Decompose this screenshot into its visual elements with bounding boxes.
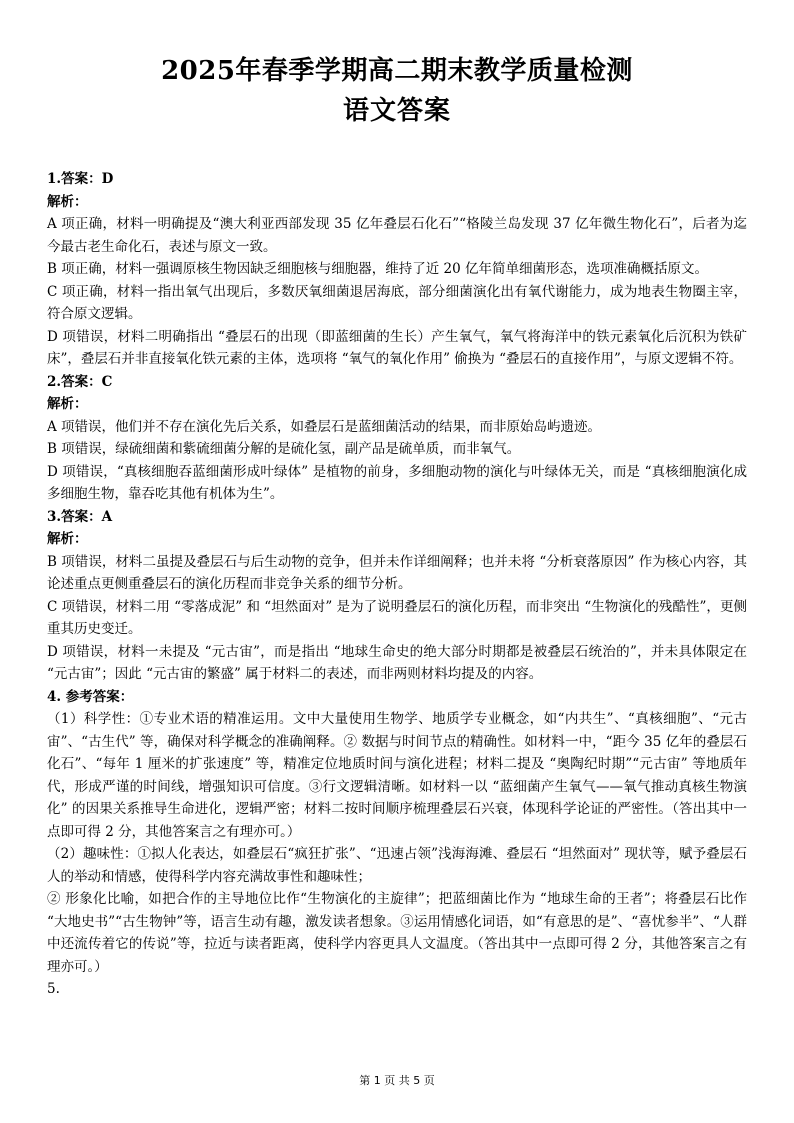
q1-answer: 1.答案：D: [47, 171, 114, 187]
q1-option-c: C 项正确，材料一指出氧气出现后，多数厌氧细菌退居海底，部分细菌演化出有氧代谢能力，成为地表生物圈主宰，符合原文逻辑。: [47, 283, 747, 322]
page-subtitle: 语文答案: [342, 96, 451, 126]
q1-jiexi-label: 解析：: [47, 193, 88, 210]
q5-number: 5.: [47, 981, 60, 997]
q3-option-c: C 项错误，材料二用 “零落成泥” 和 “坦然面对” 是为了说明叠层石的演化历程，而非突出 “生物演化的残酷性”，更侧重其历史变迁。: [47, 598, 747, 637]
q2-option-a: A 项错误，他们并不存在演化先后关系，如叠层石是蓝细菌活动的结果，而非原始岛屿遗迹。: [47, 418, 602, 435]
q3-option-d: D 项错误，材料一未提及 “元古宙”，而是指出 “地球生命史的绝大部分时期都是被叠层石统治的”，并未具体限定在 “元古宙”；因此 “元古宙的繁盛” 属于材料二的表述，而非两则材料均提及的内容。: [47, 643, 747, 682]
q2-answer: 2.答案：C: [47, 373, 113, 390]
q4-answer: 4. 参考答案：: [47, 688, 134, 705]
q3-option-b: B 项错误，材料二虽提及叠层石与后生动物的竞争，但并未作详细阐释；也并未将 “分析衰落原因” 作为核心内容，其论述重点更侧重叠层石的演化历程而非竞争关系的细节分析。: [47, 553, 747, 592]
q4-part3: ② 形象化比喻，如把合作的主导地位比作“生物演化的主旋律”；把蓝细菌比作为 “地球生命的王者”；将叠层石比作 “大地史书”“古生物钟”等，语言生动有趣，激发读者想象。③运用情感化词语，如“有意思的是”、“喜忧参半”、“人群中还流传着它的传说”等，拉近与读者距离，使科学内容更具人文温度。（答出其中一点即可得 2 分，其他答案言之有理亦可。）: [47, 891, 747, 975]
q4-part2: （2）趣味性：①拟人化表达，如叠层石“疯狂扩张”、“迅速占领”浅海海滩、叠层石 “坦然面对” 现状等，赋予叠层石人的举动和情感，使得科学内容充满故事性和趣味性；: [47, 846, 747, 885]
page-title: 2025年春季学期高二期末教学质量检测: [161, 56, 633, 86]
q2-jiexi-label: 解析：: [47, 396, 88, 412]
q2-option-b: B 项错误，绿硫细菌和紫硫细菌分解的是硫化氢，副产品是硫单质，而非氧气。: [47, 441, 521, 457]
q1-option-a: A 项正确，材料一明确提及“澳大利亚西部发现 35 亿年叠层石化石”“格陵兰岛发现 37 亿年微生物化石”，后者为迄今最古老生命化石，表述与原文一致。: [47, 216, 747, 255]
q1-option-b: B 项正确，材料一强调原核生物因缺乏细胞核与细胞器，维持了近 20 亿年简单细菌形态，选项准确概括原文。: [47, 261, 708, 277]
q2-option-d: D 项错误，“真核细胞吞蓝细菌形成叶绿体” 是植物的前身，多细胞动物的演化与叶绿体无关，而是 “真核细胞演化成多细胞生物，靠吞吃其他有机体为生”。: [47, 463, 747, 502]
q3-jiexi-label: 解析：: [47, 531, 88, 547]
q1-option-d: D 项错误，材料二明确指出 “叠层石的出现（即蓝细菌的生长）产生氧气，氧气将海洋中的铁元素氧化后沉积为铁矿床”，叠层石并非直接氧化铁元素的主体，选项将 “氧气的氧化作用” 偷换为 “叠层石的直接作用”，与原文逻辑不符。: [47, 328, 747, 367]
answer-content: [47, 168, 747, 1001]
q3-answer: 3.答案：A: [47, 508, 113, 525]
q4-part1: （1）科学性：①专业术语的精准运用。文中大量使用生物学、地质学专业概念，如“内共生”、“真核细胞”、“元古宙”、“古生代” 等，确保对科学概念的准确阐释。② 数据与时间节点的精确性。如材料一中，“距今 35 亿年的叠层石化石”、“每年 1 厘米的扩张速度” 等，精准定位地质时间与演化进程；材料二提及 “奥陶纪时期”“元古宙” 等地质年代，形成严谨的时间线，增强知识可信度。③行文逻辑清晰。如材料一以 “蓝细菌产生氧气——氧气推动真核生物演化” 的因果关系推导生命进化，逻辑严密；材料二按时间顺序梳理叠层石兴衰，体现科学论证的严密性。（答出其中一点即可得 2 分，其他答案言之有理亦可。）: [47, 711, 747, 840]
page-number: 第 1 页 共 5 页: [359, 1074, 435, 1087]
